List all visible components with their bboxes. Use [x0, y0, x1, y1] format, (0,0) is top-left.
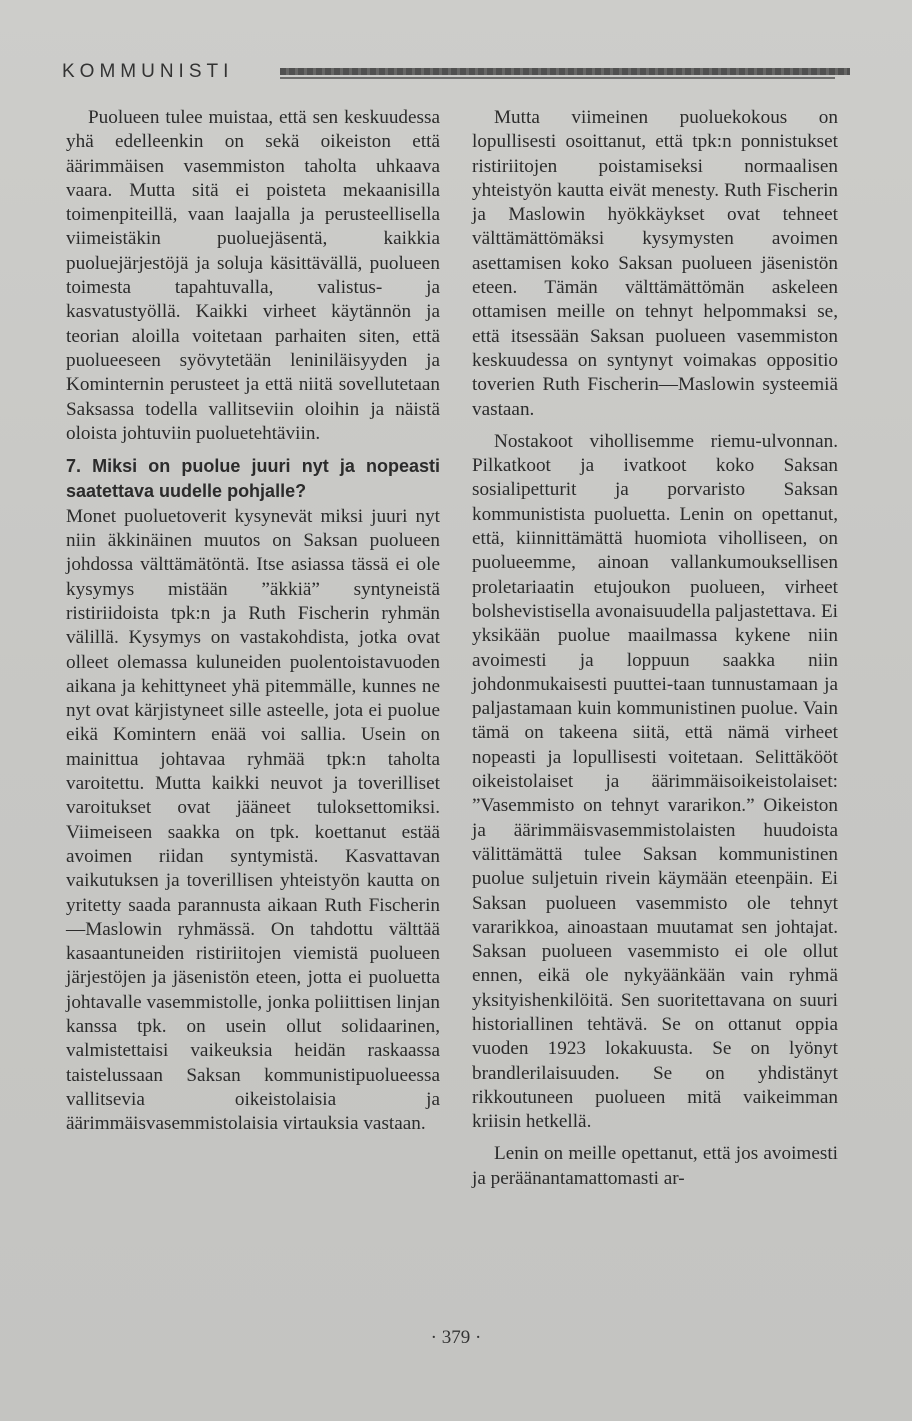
journal-title: KOMMUNISTI: [62, 61, 234, 82]
paragraph: Nostakoot vihollisemme riemu-ulvonnan. Pilkatkoot ja ivatkoot koko Saksan sosialipetturit ja porvaristo Saksan kommunistista puoluetta. Lenin on opettanut, että, kiinnittämättä huomiota viholliseen, on puolueemme, ainoan vallankumouksellisen proletariaatin etujoukon puolueen, virheet bolshevistisella avonaisuudella paljastettava. Ei yksikään puolue maailmassa kykene niin avoimesti ja loppuun saakka niin johdonmukaisesti puuttei-taan tunnustamaan ja paljastamaan kuin kommunistinen puolue. Vain tämä on takeena siitä, että nämä virheet nopeasti ja lopullisesti voitetaan. Selittäkööt oikeistolaiset ja äärimmäisoikeistolaiset: ”Vasemmisto on tehnyt vararikon.” Oikeiston ja äärimmäisvasemmistolaisten huudoista välittämättä tulee Saksan kommunistinen puolue suljetuin rivein käymään eteenpäin. Ei Saksan puolueen vasemmisto ole tehnyt vararikkoa, ainoastaan muutamat sen johtajat. Saksan puolueen vasemmisto ei ole ollut ennen, eikä ole nykyäänkään vain ryhmä yksityishenkilöitä. Sen suoritettavana on suuri historiallinen tehtävä. Se on ottanut oppia vuoden 1923 lokakuusta. Se on lyönyt brandlerilaisuuden. Se on yhdistänyt rikkoutuneen puolueen mitä vaikeimman kriisin hetkellä.: [472, 430, 838, 1133]
page-number: · 379 ·: [430, 1327, 482, 1348]
paragraph: Monet puoluetoverit kysynevät miksi juuri nyt niin äkkinäinen muutos on Saksan puolueen johdossa välttämätöntä. Itse asiassa tässä ei ole kysymys mistään ”äkkiä” syntyneistä ristiriidoista tpk:n ja Ruth Fischerin ryhmän välillä. Kysymys on vastakohdista, jotka ovat olleet olemassa kuluneiden puolentoistavuoden aikana ja kehittyneet yhä pitemmälle, kunnes ne nyt ovat kärjistyneet sille asteelle, jota ei puolue eikä Komintern enää voi sallia. Usein on mainittua johtavaa ryhmää tpk:n taholta varoitettu. Mutta kaikki neuvot ja toverilliset varoitukset ovat jääneet tuloksettomiksi. Viimeiseen saakka on tpk. koettanut estää avoimen riidan syntymistä. Kasvattavan vaikutuksen ja toverillisen yhteistyön kautta on yritetty saada parannusta aikaan Ruth Fischerin—Maslowin ryhmässä. On tahdottu välttää kasaantuneiden ristiriitojen viemistä puolueen järjestöjen ja jäsenistön eteen, jotta ei puoluetta johtavalle vasemmistolle, jonka poliittisen linjan kanssa tpk. on usein ollut solidaarinen, valmistettaisi vaikeuksia heidän raskaassa taistelussaan Saksan kommunistipuolueessa vallitsevia oikeistolaisia ja äärimmäisvasemmistolaisia virtauksia vastaan.: [66, 505, 440, 1135]
paragraph: Puolueen tulee muistaa, että sen keskuudessa yhä edelleenkin on sekä oikeiston että äärimmäisen vasemmiston taholta uhkaava vaara. Mutta sitä ei poisteta mekaanisilla toimenpiteillä, vaan laajalla ja perusteellisella viimeistäkin puoluejäsentä, kaikkia puoluejärjestöjä ja soluja käsittävällä, puolueen toimesta tapahtuvalla, valistus- ja kasvatustyöllä. Kaikki virheet käytännön ja teorian aloilla voitetaan parhaiten siten, että puolueeseen syövytetään leniniläisyyden ja Kominternin perusteet ja että niitä sovellutetaan Saksassa todella vallitseviin oloihin ja näistä oloista johtuviin puoluetehtäviin.: [66, 107, 440, 444]
header-rule: [280, 68, 850, 75]
header-rule-thin: [280, 77, 835, 79]
running-header: [62, 60, 852, 90]
right-column: [472, 106, 838, 1191]
paragraph: Mutta viimeinen puoluekokous on lopullisesti osoittanut, että tpk:n ponnistukset ristiriitojen poistamiseksi normaalisen yhteistyön kautta eivät menesty. Ruth Fischerin ja Maslowin hyökkäykset ovat tehneet välttämättömäksi kysymysten avoimen asettamisen koko Saksan puolueen jäsenistön eteen. Tämän välttämättömän askeleen ottamisen meille on tehnyt helpommaksi se, että itsessään Saksan puolueen vasemmiston keskuudessa on syntynyt voimakas oppositio toverien Ruth Fischerin—Maslowin systeemiä vastaan.: [472, 107, 838, 420]
section-heading-paragraph: [66, 454, 440, 505]
paragraph: Lenin on meille opettanut, että jos avoimesti ja peräänantamattomasti ar-: [472, 1143, 838, 1189]
section-heading: 7. Miksi on puolue juuri nyt ja nopeasti saatettava uudelle pohjalle?: [66, 456, 440, 502]
left-column: [66, 106, 440, 1136]
